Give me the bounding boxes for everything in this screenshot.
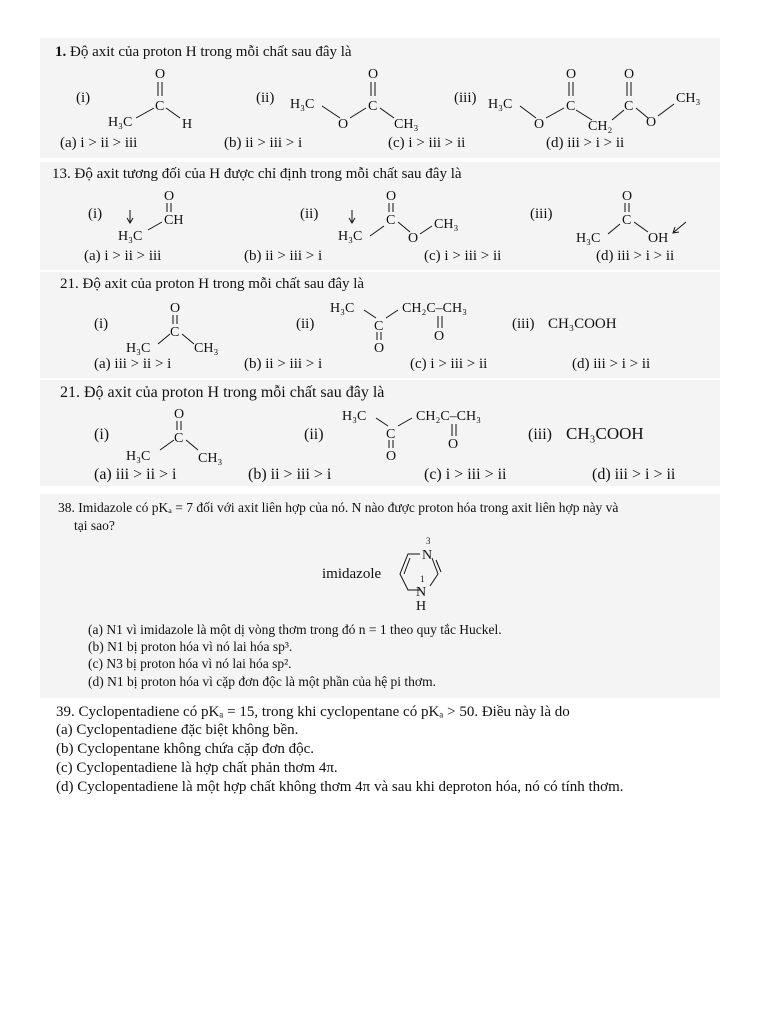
atom-O: O [386, 449, 397, 464]
imidazole-ring [392, 534, 462, 614]
q21b-label-ii: (ii) [304, 426, 324, 443]
q13-molecule-iii [576, 186, 706, 246]
q21a-label-iii: (iii) [512, 316, 535, 332]
atom-CH2C-CH3: CH₂C–CH₃ [402, 301, 467, 316]
atom-C: C [155, 99, 165, 114]
q21b-label-iii: (iii) [528, 426, 552, 443]
atom-H: H [182, 117, 193, 132]
q1-label-i: (i) [76, 90, 91, 106]
atom-C: C [368, 99, 378, 114]
q21b-option-d[interactable]: (d) iii > i > ii [592, 466, 676, 483]
q21b-option-b[interactable]: (b) ii > iii > i [248, 466, 332, 483]
q21a-option-c[interactable]: (c) i > iii > ii [410, 356, 488, 372]
q13-option-a[interactable]: (a) i > ii > iii [84, 248, 162, 264]
n3-number: 3 [426, 536, 431, 546]
atom-CH3: CH₃ [194, 341, 219, 356]
atom-CH3: CH₃ [198, 451, 223, 466]
atom-CH2: CH₂ [588, 119, 613, 134]
atom-O: O [646, 115, 657, 130]
atom-O: O [386, 189, 397, 204]
q21a-label-i: (i) [94, 316, 109, 332]
q13-option-d[interactable]: (d) iii > i > ii [596, 248, 675, 264]
atom-C: C [170, 325, 180, 340]
atom-O: O [624, 67, 635, 82]
atom-OH: OH [648, 231, 669, 246]
atom-O: O [448, 437, 459, 452]
q38-option-b[interactable]: (b) N1 bị proton hóa vì nó lai hóa sp³. [88, 639, 293, 654]
q13-option-c[interactable]: (c) i > iii > ii [424, 248, 502, 264]
q1-title: 1. Độ axit của proton H trong mỗi chất sau đây là [55, 44, 352, 60]
q1-option-b[interactable]: (b) ii > iii > i [224, 135, 303, 151]
atom-O: O [368, 67, 379, 82]
atom-O: O [566, 67, 577, 82]
q1-label-ii: (ii) [256, 90, 275, 106]
q21b-option-c[interactable]: (c) i > iii > ii [424, 466, 507, 483]
arrow-indicator [127, 210, 133, 223]
q1-option-a[interactable]: (a) i > ii > iii [60, 135, 138, 151]
atom-CH3: CH₃ [676, 91, 701, 106]
q21b-label-i: (i) [94, 426, 110, 443]
q13-molecule-i [118, 186, 218, 246]
q38-title-line1: 38. Imidazole có pKₐ = 7 đối với axit liên hợp của nó. N nào được proton hóa trong axit liên hợp này và [58, 500, 619, 515]
q39-title: 39. Cyclopentadiene có pKₐ = 15, trong khi cyclopentane có pKₐ > 50. Điều này là do [56, 704, 570, 720]
atom-H3C: H₃C [330, 301, 355, 316]
q21b-title: 21. Độ axit của proton H trong mỗi chất sau đây là [60, 384, 385, 401]
q39-option-d[interactable]: (d) Cyclopentadiene là một hợp chất không thơm 4π và sau khi deproton hóa, nó có tính thơm. [56, 779, 624, 795]
atom-H: H [416, 599, 427, 614]
atom-H3C: H₃C [338, 229, 363, 244]
q13-label-iii: (iii) [530, 206, 553, 222]
atom-H3C: H₃C [488, 97, 513, 112]
q21a-option-b[interactable]: (b) ii > iii > i [244, 356, 323, 372]
atom-C: C [386, 427, 396, 442]
q38-molecule-label: imidazole [322, 566, 382, 582]
atom-O: O [155, 67, 166, 82]
q13-molecule-ii [338, 186, 508, 246]
q21b-molecule-i [126, 404, 236, 466]
q38-option-d[interactable]: (d) N1 bị proton hóa vì cặp đơn độc là một phần của hệ pi thơm. [88, 674, 436, 689]
q1-option-d[interactable]: (d) iii > i > ii [546, 135, 625, 151]
atom-N1: N [416, 585, 427, 600]
q13-title: 13. Độ axit tương đối của H được chỉ định trong mỗi chất sau đây là [52, 166, 462, 182]
q1-molecule-i [100, 64, 210, 134]
q38-option-a[interactable]: (a) N1 vì imidazole là một dị vòng thơm trong đó n = 1 theo quy tắc Huckel. [88, 622, 502, 637]
q1-molecule-iii [488, 64, 718, 136]
q13-label-ii: (ii) [300, 206, 319, 222]
atom-O: O [374, 341, 385, 356]
atom-O: O [174, 407, 185, 422]
arrow-indicator [349, 210, 355, 223]
atom-H3C: H₃C [126, 341, 151, 356]
atom-C: C [566, 99, 576, 114]
q1-option-c[interactable]: (c) i > iii > ii [388, 135, 466, 151]
atom-CH: CH [164, 213, 184, 228]
atom-O: O [338, 117, 349, 132]
atom-O: O [408, 231, 419, 246]
q21b-molecule-ii [342, 402, 512, 466]
q1-label-iii: (iii) [454, 90, 477, 106]
q21b-option-a[interactable]: (a) iii > ii > i [94, 466, 177, 483]
q21a-molecule-i [126, 298, 236, 356]
q21a-molecule-ii [330, 294, 500, 356]
arrow-indicator [673, 222, 686, 233]
atom-CH3: CH₃ [434, 217, 459, 232]
atom-O: O [534, 117, 545, 132]
q21b-iii-formula: CH₃COOH [566, 424, 644, 443]
q39-option-b[interactable]: (b) Cyclopentane không chứa cặp đơn độc. [56, 741, 315, 757]
q38-title-line2: tại sao? [74, 518, 115, 533]
atom-O: O [434, 329, 445, 344]
atom-H3C: H₃C [576, 231, 601, 246]
atom-O: O [170, 301, 181, 316]
atom-N3: N [422, 548, 433, 563]
q21a-option-a[interactable]: (a) iii > ii > i [94, 356, 172, 372]
n1-number: 1 [420, 574, 425, 584]
atom-H3C: H₃C [290, 97, 315, 112]
q39-option-a[interactable]: (a) Cyclopentadiene đặc biệt không bền. [56, 722, 299, 738]
atom-C: C [386, 213, 396, 228]
q39-option-c[interactable]: (c) Cyclopentadiene là hợp chất phản thơm 4π. [56, 760, 338, 776]
atom-H3C: H₃C [118, 229, 143, 244]
atom-CH2C-CH3: CH₂C–CH₃ [416, 409, 481, 424]
q1-molecule-ii [290, 64, 440, 134]
q38-option-c[interactable]: (c) N3 bị proton hóa vì nó lai hóa sp². [88, 656, 292, 671]
q21a-iii-formula: CH₃COOH [548, 316, 617, 332]
atom-H3C: H₃C [126, 449, 151, 464]
atom-H3C: H₃C [342, 409, 367, 424]
q21a-title: 21. Độ axit của proton H trong mỗi chất sau đây là [60, 276, 365, 292]
atom-H3C: H₃C [108, 115, 133, 130]
q21a-label-ii: (ii) [296, 316, 315, 332]
atom-C: C [624, 99, 634, 114]
q13-option-b[interactable]: (b) ii > iii > i [244, 248, 323, 264]
atom-O: O [622, 189, 633, 204]
atom-C: C [174, 431, 184, 446]
atom-C: C [622, 213, 632, 228]
atom-O: O [164, 189, 175, 204]
atom-CH3: CH₃ [394, 117, 419, 132]
q13-label-i: (i) [88, 206, 103, 222]
atom-C: C [374, 319, 384, 334]
q21a-option-d[interactable]: (d) iii > i > ii [572, 356, 651, 372]
